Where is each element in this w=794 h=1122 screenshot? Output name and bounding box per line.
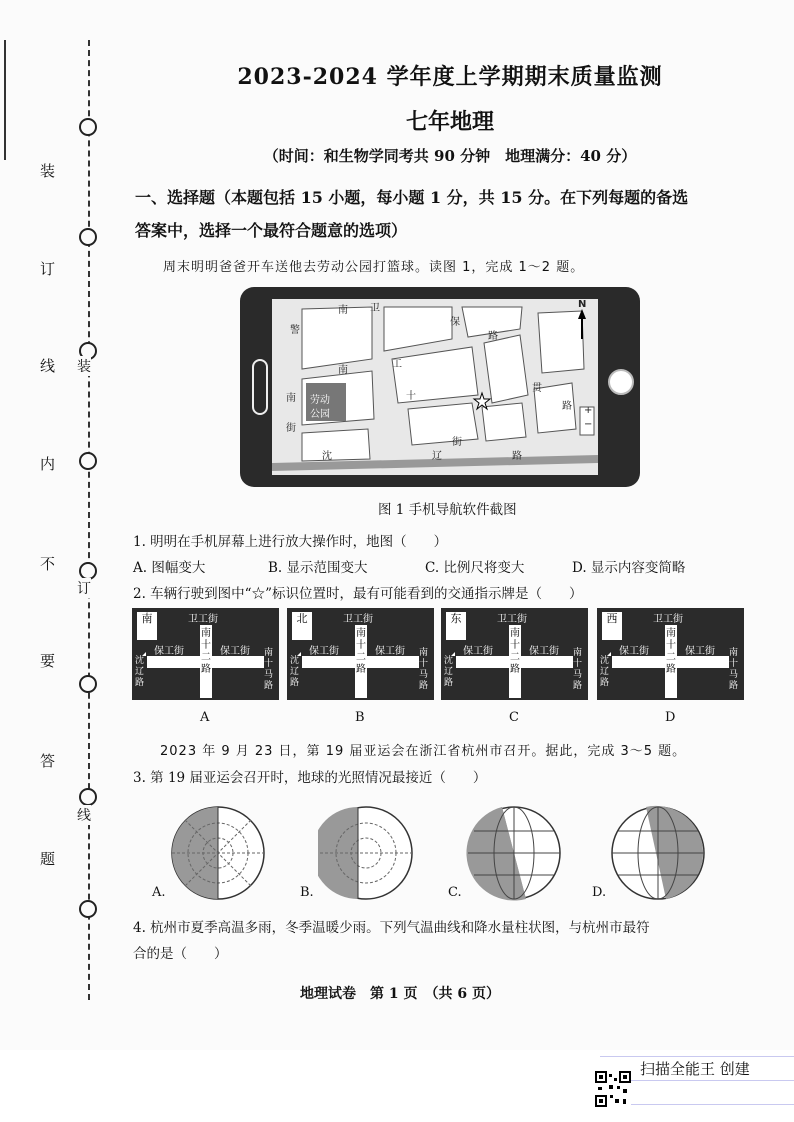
phone-speaker bbox=[252, 359, 268, 415]
globe-d-side-view[interactable] bbox=[610, 805, 706, 901]
map-label: N bbox=[578, 299, 587, 310]
sign-left-road: 保工街 bbox=[154, 646, 184, 657]
question-1-option[interactable]: A. 图幅变大 bbox=[133, 560, 206, 576]
globe-b-polar-view[interactable] bbox=[318, 805, 414, 901]
question-2-stem: 2. 车辆行驶到图中“☆”标识位置时，最有可能看到的交通指示牌是（ ） bbox=[133, 586, 583, 602]
margin-char: 要 bbox=[40, 652, 56, 670]
sign-vertical-road: 南十二路 bbox=[201, 628, 211, 675]
map-label: 辽 bbox=[432, 451, 442, 462]
zoom-in-button[interactable]: + bbox=[584, 405, 593, 416]
map-label: 卫 bbox=[370, 303, 380, 314]
question-1-option[interactable]: C. 比例尺将变大 bbox=[425, 560, 525, 576]
margin-inner-char: 线 bbox=[77, 805, 91, 825]
question-4-stem: 4. 杭州市夏季高温多雨，冬季温暖少雨。下列气温曲线和降水量柱状图，与杭州市最符 bbox=[133, 920, 650, 936]
sign-left-end: 沈辽路 bbox=[135, 656, 147, 689]
margin-char: 内 bbox=[40, 455, 56, 473]
map-label: 保 bbox=[450, 317, 460, 328]
sign-vertical-road: 南十二路 bbox=[666, 628, 676, 675]
question-1-option[interactable]: D. 显示内容变简略 bbox=[572, 560, 686, 576]
section-heading-cont: 答案中，选择一个最符合题意的选项） bbox=[135, 221, 408, 240]
sign-right-road: 保工街 bbox=[220, 646, 250, 657]
binding-hole bbox=[79, 675, 97, 693]
sign-right-road: 保工街 bbox=[685, 646, 715, 657]
map-label: 南 bbox=[338, 365, 348, 376]
zoom-out-button[interactable]: − bbox=[584, 419, 593, 430]
traffic-sign-option-label[interactable]: D bbox=[665, 710, 676, 725]
question-group-intro: 2023 年 9 月 23 日，第 19 届亚运会在浙江省杭州市召开。据此，完成 3～5 题。 bbox=[160, 744, 687, 759]
question-1-option[interactable]: B. 显示范围变大 bbox=[268, 560, 368, 576]
map-label: 路 bbox=[562, 401, 572, 412]
question-4-stem-cont: 合的是（ ） bbox=[133, 946, 228, 962]
traffic-sign-option[interactable] bbox=[287, 608, 434, 700]
sign-top-road: 卫工街 bbox=[188, 610, 218, 625]
sign-left-road: 保工街 bbox=[619, 646, 649, 657]
sign-top-road: 卫工街 bbox=[653, 610, 683, 625]
margin-inner-char: 订 bbox=[77, 578, 91, 598]
map-label: 南 bbox=[338, 305, 348, 316]
sign-right-end: 南十马路 bbox=[729, 648, 741, 692]
sign-direction-badge: 北 bbox=[292, 612, 312, 640]
globe-c-side-view[interactable] bbox=[466, 805, 562, 901]
sign-direction-badge: 东 bbox=[446, 612, 466, 640]
sign-right-road: 保工街 bbox=[529, 646, 559, 657]
sign-top-road: 卫工街 bbox=[497, 610, 527, 625]
map-label: 贯 bbox=[532, 383, 542, 394]
qr-code-icon bbox=[595, 1071, 631, 1107]
exam-info: （时间：和生物学同考共 90 分钟 地理满分：40 分） bbox=[263, 147, 637, 165]
globe-option-label[interactable]: D. bbox=[592, 885, 607, 900]
margin-char: 不 bbox=[40, 555, 56, 573]
binding-dashed-line bbox=[88, 40, 90, 1000]
map-label: 公园 bbox=[310, 409, 330, 420]
sign-right-end: 南十马路 bbox=[264, 648, 276, 692]
margin-char: 题 bbox=[40, 850, 56, 868]
margin-char: 线 bbox=[40, 357, 56, 375]
traffic-sign-option-label[interactable]: B bbox=[355, 710, 365, 725]
exam-title: 2023-2024 学年度上学期期末质量监测 bbox=[237, 64, 663, 90]
traffic-sign-option-label[interactable]: C bbox=[509, 710, 519, 725]
map-screen bbox=[272, 299, 598, 475]
map-label: 街 bbox=[452, 437, 462, 448]
phone-map-figure bbox=[240, 287, 640, 487]
map-label: 沈 bbox=[322, 451, 332, 462]
map-label: 路 bbox=[488, 331, 498, 342]
map-label: 十 bbox=[406, 391, 416, 402]
question-1-stem: 1. 明明在手机屏幕上进行放大操作时，地图（ ） bbox=[133, 534, 448, 550]
page-footer: 地理试卷 第 1 页 （共 6 页） bbox=[300, 986, 500, 1002]
binding-hole bbox=[79, 452, 97, 470]
figure-caption: 图 1 手机导航软件截图 bbox=[378, 502, 517, 518]
margin-char: 装 bbox=[40, 162, 56, 180]
exam-subject: 七年地理 bbox=[405, 109, 494, 135]
sign-vertical-road: 南十二路 bbox=[510, 628, 520, 675]
globe-option-label[interactable]: C. bbox=[448, 885, 462, 900]
sign-direction-badge: 西 bbox=[602, 612, 622, 640]
question-3-stem: 3. 第 19 届亚运会召开时，地球的光照情况最接近（ ） bbox=[133, 770, 487, 786]
map-label: 路 bbox=[512, 451, 522, 462]
traffic-sign-option-label[interactable]: A bbox=[200, 710, 210, 725]
section-heading: 一、选择题（本题包括 15 小题，每小题 1 分，共 15 分。在下列每题的备选 bbox=[135, 188, 689, 207]
margin-char: 订 bbox=[40, 260, 56, 278]
sign-left-road: 保工街 bbox=[463, 646, 493, 657]
sign-direction-badge: 南 bbox=[137, 612, 157, 640]
sign-left-end: 沈辽路 bbox=[444, 656, 456, 689]
binding-hole bbox=[79, 118, 97, 136]
scan-footer bbox=[0, 1050, 794, 1122]
binding-hole bbox=[79, 788, 97, 806]
sign-vertical-road: 南十二路 bbox=[356, 628, 366, 675]
sign-right-end: 南十马路 bbox=[419, 648, 431, 692]
traffic-sign-option[interactable] bbox=[132, 608, 279, 700]
binding-hole bbox=[79, 228, 97, 246]
traffic-sign-option[interactable] bbox=[441, 608, 588, 700]
phone-home-button bbox=[608, 369, 634, 395]
map-label: 工 bbox=[392, 359, 402, 370]
margin-char: 答 bbox=[40, 752, 56, 770]
globe-option-label[interactable]: B. bbox=[300, 885, 314, 900]
margin-inner-char: 装 bbox=[77, 356, 91, 376]
sign-right-road: 保工街 bbox=[375, 646, 405, 657]
sign-left-end: 沈辽路 bbox=[290, 656, 302, 689]
sign-top-road: 卫工街 bbox=[343, 610, 373, 625]
question-group-intro: 周末明明爸爸开车送他去劳动公园打篮球。读图 1，完成 1～2 题。 bbox=[163, 260, 585, 275]
sign-left-end: 沈辽路 bbox=[600, 656, 612, 689]
scanner-watermark: 扫描全能王 创建 bbox=[640, 1060, 750, 1078]
map-label: 警 bbox=[290, 325, 300, 336]
map-label: 南 bbox=[286, 393, 296, 404]
sign-right-end: 南十马路 bbox=[573, 648, 585, 692]
map-label: 劳动 bbox=[310, 395, 330, 406]
sign-left-road: 保工街 bbox=[309, 646, 339, 657]
globe-a-polar-view[interactable] bbox=[170, 805, 266, 901]
globe-option-label[interactable]: A. bbox=[152, 885, 166, 900]
traffic-sign-option[interactable] bbox=[597, 608, 744, 700]
binding-hole bbox=[79, 900, 97, 918]
map-label: 街 bbox=[286, 423, 296, 434]
page-edge-line bbox=[4, 40, 6, 160]
